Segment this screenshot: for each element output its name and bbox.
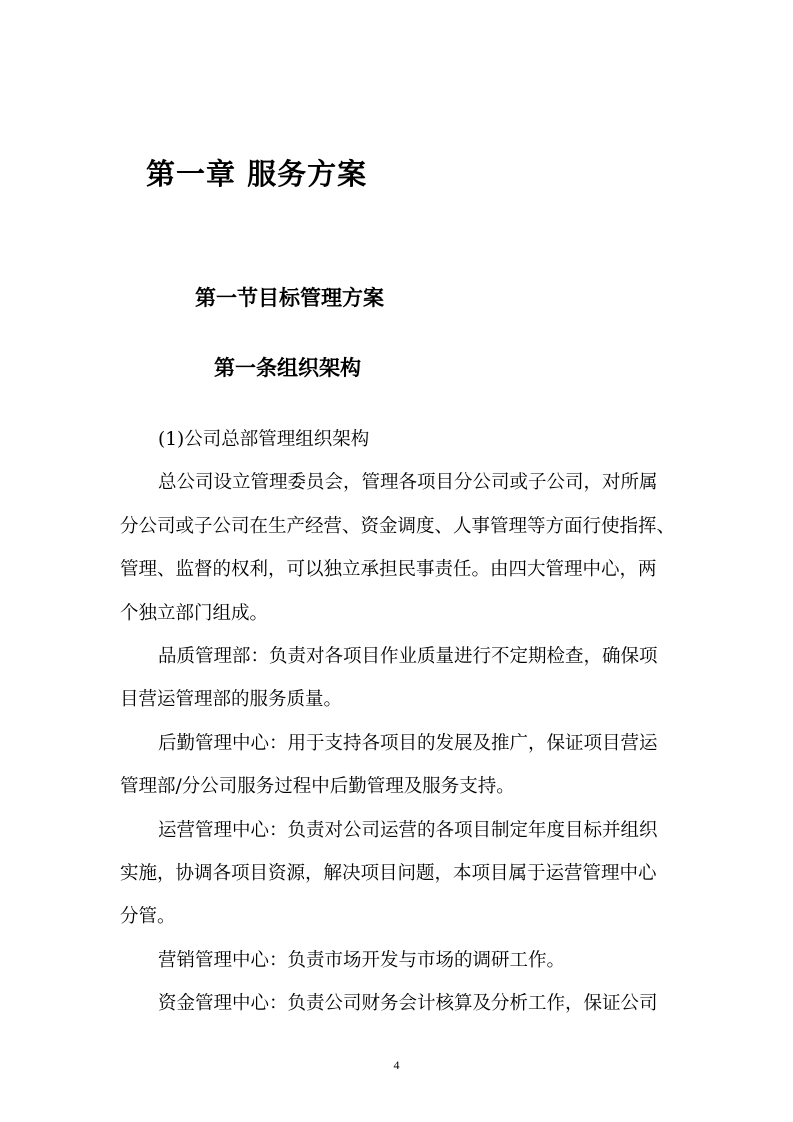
subheading-headquarters-structure: (1)公司总部管理组织架构: [158, 429, 370, 450]
paragraph-line: 目营运管理部的服务质量。: [120, 689, 343, 711]
paragraph-line: 营销管理中心：负责市场开发与市场的调研工作。: [158, 949, 566, 971]
body-text: [120, 418, 676, 1025]
page-number: 4: [393, 1058, 400, 1072]
paragraph-line: 实施，协调各项目资源，解决项目问题，本项目属于运营管理中心: [120, 862, 657, 884]
paragraph-line: 个独立部门组成。: [120, 602, 269, 624]
paragraph-line: 管理部/分公司服务过程中后勤管理及服务支持。: [120, 776, 515, 798]
paragraph-line: 分公司或子公司在生产经营、资金调度、人事管理等方面行使指挥、: [120, 515, 676, 537]
article-title: 第一条组织架构: [214, 356, 361, 380]
paragraph-line: 品质管理部：负责对各项目作业质量进行不定期检查，确保项: [158, 645, 658, 667]
paragraph-line: 运营管理中心：负责对公司运营的各项目制定年度目标并组织: [158, 819, 658, 841]
paragraph-line: 总公司设立管理委员会，管理各项目分公司或子公司，对所属: [158, 472, 658, 494]
chapter-title: 第一章 服务方案: [146, 157, 368, 191]
paragraph-line: 资金管理中心：负责公司财务会计核算及分析工作，保证公司: [158, 993, 658, 1015]
paragraph-line: 管理、监督的权利，可以独立承担民事责任。由四大管理中心，两: [120, 559, 657, 581]
section-title: 第一节目标管理方案: [195, 286, 384, 310]
paragraph-line: 分管。: [120, 906, 176, 928]
paragraph-line: 后勤管理中心：用于支持各项目的发展及推广，保证项目营运: [158, 732, 658, 754]
